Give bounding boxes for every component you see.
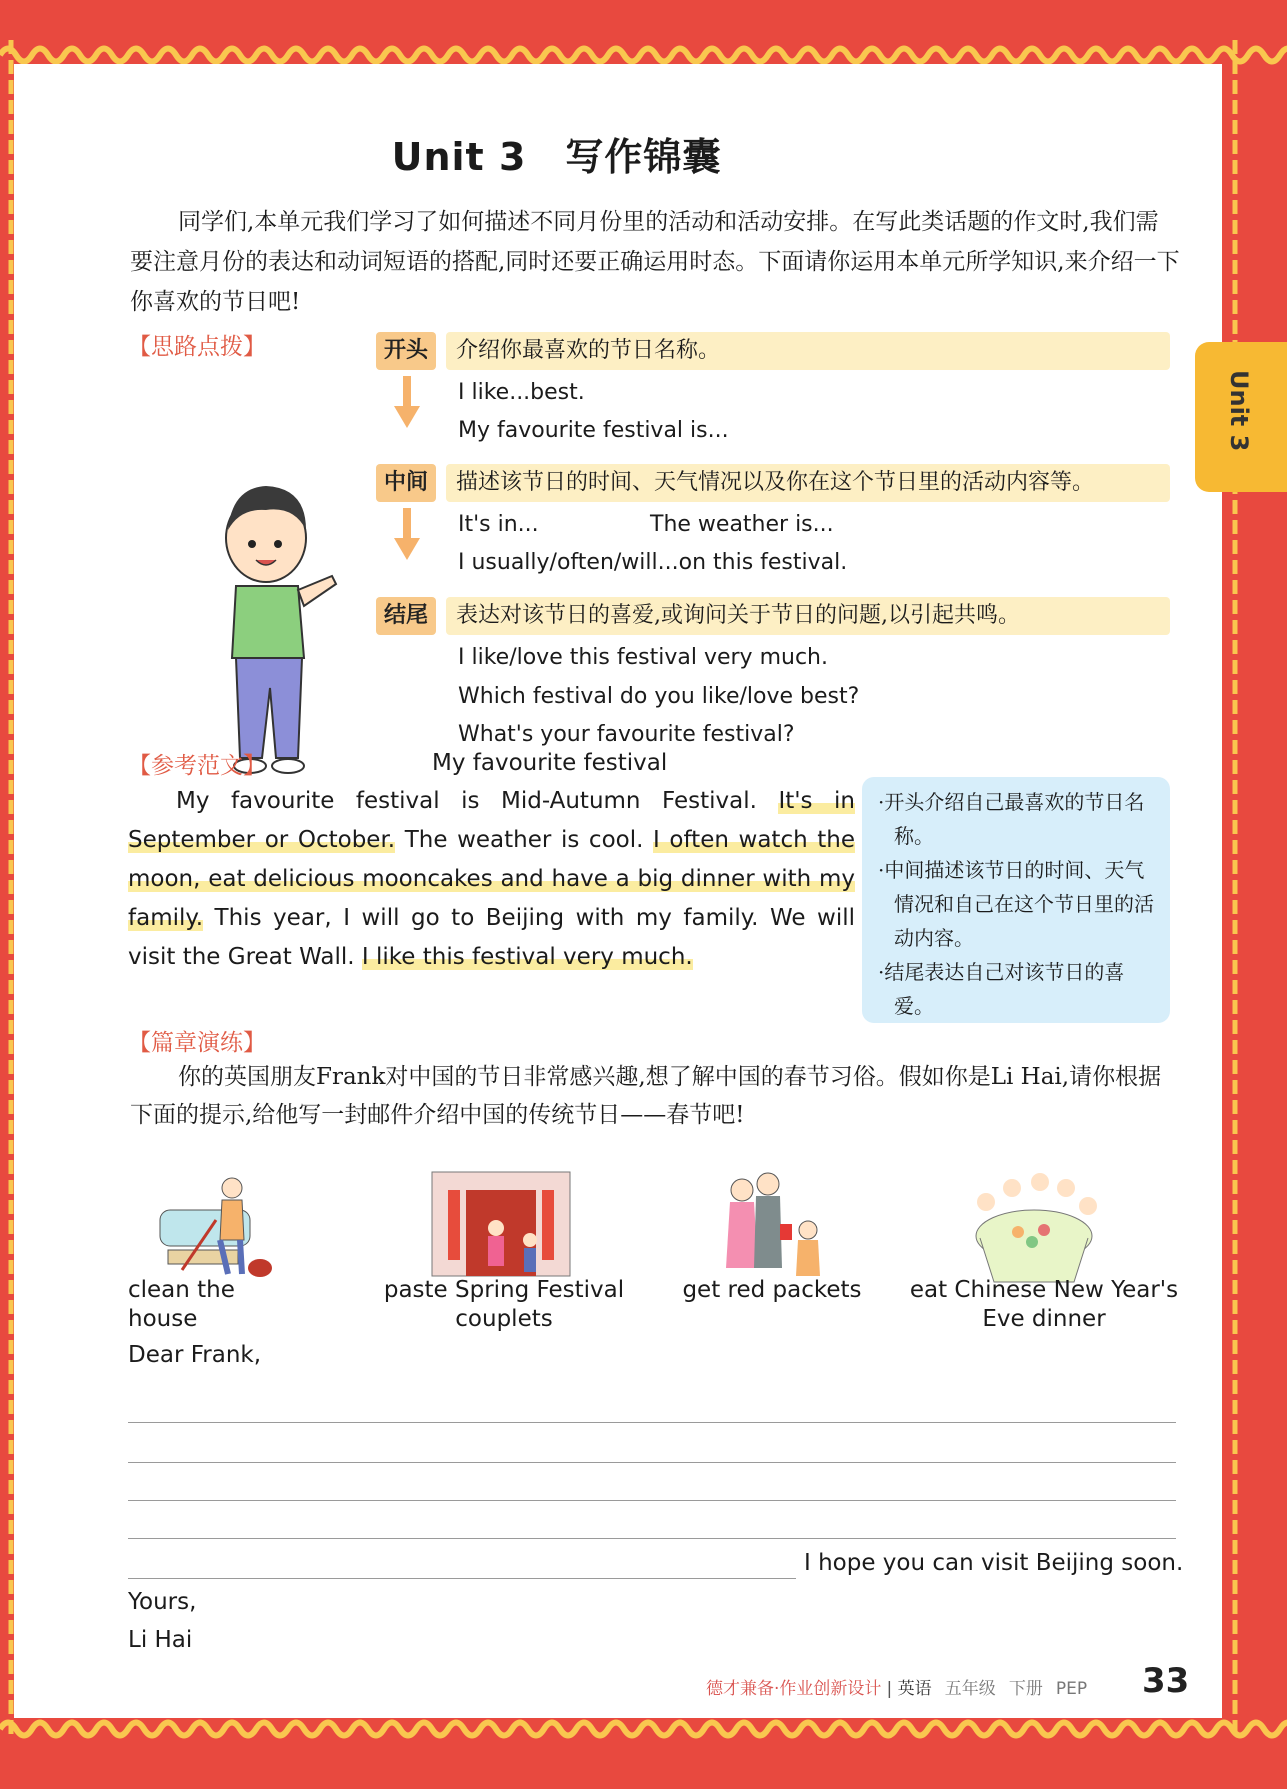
unit-tab-label: Unit 3 xyxy=(1225,370,1253,452)
end-description: 表达对该节日的喜爱,或询问关于节日的问题,以引起共鸣。 xyxy=(446,597,1170,635)
essay-sentence: I like this festival very much. xyxy=(361,944,693,970)
essay-sentence: The weather is cool. xyxy=(404,827,644,853)
letter-signature: Li Hai xyxy=(128,1627,193,1653)
picture-caption: eat Chinese New Year's Eve dinner xyxy=(909,1277,1179,1332)
footer-grade: 五年级 xyxy=(944,1679,996,1699)
section-heading-practice: 【篇章演练】 xyxy=(128,1030,266,1056)
footer-term: 下册 xyxy=(1008,1679,1043,1699)
intro-paragraph: 同学们,本单元我们学习了如何描述不同月份里的活动和活动安排。在写此类话题的作文时,我们需要注意月份的表达和动词短语的搭配,同时还要正确运用时态。下面请你运用本单元所学知识,来介绍一下你喜欢的节日吧! xyxy=(130,209,1180,315)
essay-sentence: This year, I will go to Beijing with my family. xyxy=(214,905,759,931)
end-line-1: I like/love this festival very much. xyxy=(458,645,828,670)
tip-item: ·开头介绍自己最喜欢的节日名称。 xyxy=(878,790,1145,848)
tag-middle: 中间 xyxy=(376,464,436,502)
middle-line-2: I usually/often/will...on this festival. xyxy=(458,550,848,575)
picture-caption: clean the house xyxy=(128,1277,235,1332)
arrow-down-icon xyxy=(394,508,420,560)
section-heading-outline: 【思路点拨】 xyxy=(128,334,266,360)
footer-edition: PEP xyxy=(1055,1679,1088,1699)
right-wavy-border xyxy=(1224,40,1246,1740)
red-packets-picture xyxy=(714,1168,834,1282)
clean-house-picture xyxy=(156,1170,276,1280)
essay-sentence: We will visit the Great Wall. xyxy=(128,905,855,970)
middle-description: 描述该节日的时间、天气情况以及你在这个节日里的活动内容等。 xyxy=(446,464,1170,502)
letter-greeting: Dear Frank, xyxy=(128,1342,262,1368)
letter-yours: Yours, xyxy=(128,1589,197,1615)
page-number: 33 xyxy=(1142,1661,1190,1701)
picture-caption: paste Spring Festival couplets xyxy=(383,1277,625,1332)
letter-closing-line: I hope you can visit Beijing soon. xyxy=(804,1550,1184,1576)
essay-title: My favourite festival xyxy=(432,750,668,776)
new-years-eve-dinner-picture xyxy=(964,1164,1104,1284)
footer-subject: 英语 xyxy=(897,1679,932,1699)
essay-sentence: I often watch the moon, eat delicious mooncakes and have a big dinner with my family. xyxy=(128,827,856,931)
writing-line[interactable] xyxy=(128,1422,1176,1423)
tag-end: 结尾 xyxy=(376,597,436,635)
end-line-3: What's your favourite festival? xyxy=(458,722,795,747)
essay-sentence: It's in September or October. xyxy=(128,788,856,853)
start-description: 介绍你最喜欢的节日名称。 xyxy=(446,332,1170,370)
end-line-2: Which festival do you like/love best? xyxy=(458,684,860,709)
section-heading-sample: 【参考范文】 xyxy=(128,753,266,779)
page-content xyxy=(14,64,1222,1718)
middle-line-1b: The weather is... xyxy=(650,512,834,537)
paste-couplets-picture xyxy=(426,1164,576,1284)
unit-side-tab xyxy=(1195,342,1287,492)
writing-line[interactable] xyxy=(128,1578,796,1579)
start-line-2: My favourite festival is... xyxy=(458,418,729,443)
tip-item: ·中间描述该节日的时间、天气情况和自己在这个节日里的活动内容。 xyxy=(878,858,1154,950)
start-line-1: I like...best. xyxy=(458,380,585,405)
sample-essay xyxy=(128,782,855,977)
boy-illustration xyxy=(214,458,344,788)
writing-line[interactable] xyxy=(128,1500,1176,1501)
tip-item: ·结尾表达自己对该节日的喜爱。 xyxy=(878,960,1125,1018)
writing-line[interactable] xyxy=(128,1462,1176,1463)
arrow-down-icon xyxy=(394,376,420,428)
footer: 德才兼备·作业创新设计 | 英语 五年级 下册 PEP xyxy=(706,1679,1088,1699)
task-paragraph: 你的英国朋友Frank对中国的节日非常感兴趣,想了解中国的春节习俗。假如你是Li Hai,请你根据下面的提示,给他写一封邮件介绍中国的传统节日——春节吧! xyxy=(130,1064,1162,1128)
picture-caption: get red packets xyxy=(682,1277,862,1303)
middle-line-1a: It's in... xyxy=(458,512,539,537)
essay-sentence: My favourite festival is Mid-Autumn Festival. xyxy=(176,788,757,814)
footer-series: 德才兼备·作业创新设计 xyxy=(706,1679,882,1699)
writing-line[interactable] xyxy=(128,1538,1176,1539)
tips-box xyxy=(862,777,1170,1023)
tag-start: 开头 xyxy=(376,332,436,370)
page-title: Unit 3 写作锦囊 xyxy=(391,135,722,179)
